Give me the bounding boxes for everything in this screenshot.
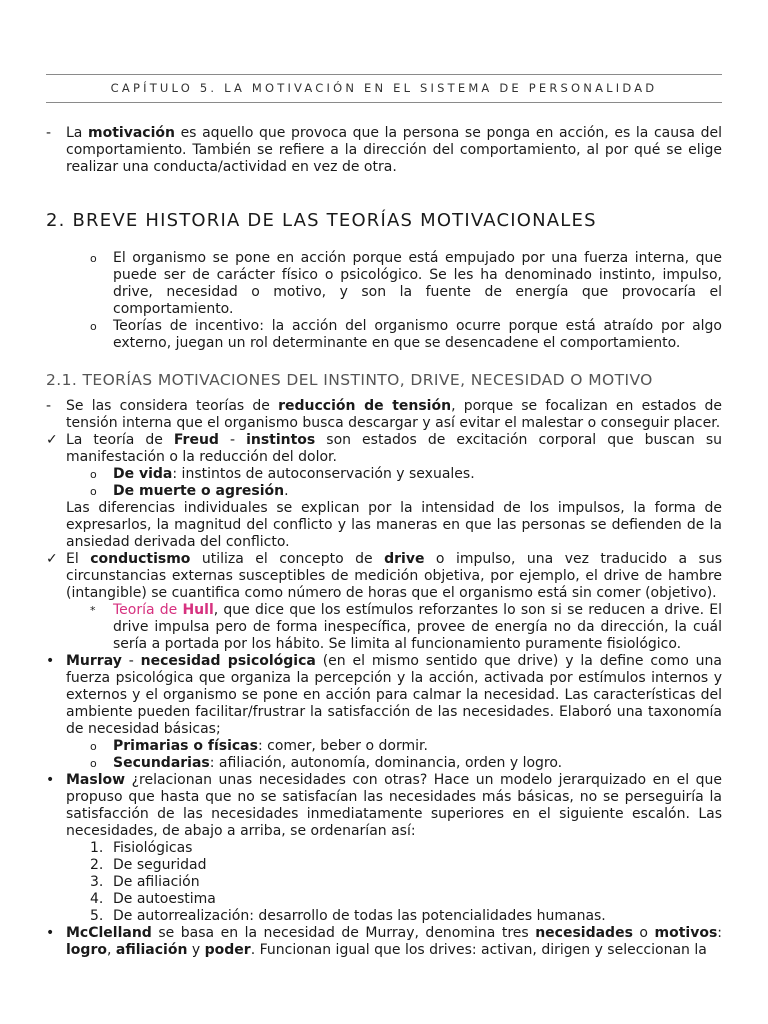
numbered-item <box>46 840 722 857</box>
document-page <box>46 74 722 959</box>
text: . <box>284 483 289 499</box>
text: . Funcionan igual que los drives: activan, dirigen y seleccionan la <box>250 942 707 958</box>
item-number: 4. <box>90 891 104 907</box>
maslow-item <box>46 772 722 840</box>
list-item <box>46 738 722 755</box>
murray-item <box>46 653 722 738</box>
header-rule-bottom <box>46 102 722 103</box>
numbered-item <box>46 908 722 925</box>
term: Maslow <box>66 772 126 788</box>
bullet-marker: • <box>46 653 55 669</box>
text: ¿relacionan unas necesidades con otras? Hace un modelo jerarquizado en el que propuso que hasta que no se satisfacían las necesidades más básicas, no se perseguiría la satisfacción de las necesidades inmediatamente superiores en el siguiente escalón. Las necesidades, de abajo a arriba, se ordenarían así: <box>66 772 722 839</box>
term: drive <box>384 551 425 567</box>
term: motivos <box>654 925 718 941</box>
term: Murray <box>66 653 122 669</box>
text: , porque se focalizan en estados de tensión interna que el organismo busca descargar y así evitar el malestar o conseguir placer. <box>66 398 722 431</box>
term: Primarias o físicas <box>113 738 258 754</box>
circle-marker: o <box>90 252 97 265</box>
text: : <box>717 925 722 941</box>
text: De autoestima <box>113 891 216 907</box>
mcclelland-item <box>46 925 722 959</box>
text: De autorrealización: desarrollo de todas las potencialidades humanas. <box>113 908 606 924</box>
diferencias-paragraph: Las diferencias individuales se explican por la intensidad de los impulsos, la forma de expresarlos, la magnitud del conflicto y las maneras en que las personas se defienden de la ansiedad derivada del conflicto. <box>66 500 722 550</box>
term: De vida <box>113 466 173 482</box>
circle-marker: o <box>90 320 97 333</box>
check-icon: ✓ <box>46 432 58 448</box>
text: Teorías de incentivo: la acción del organismo ocurre porque está atraído por algo externo, juegan un rol determinante en que se desencadene el comportamiento. <box>113 318 722 351</box>
item-number: 3. <box>90 874 104 890</box>
text: , <box>106 942 116 958</box>
check-icon: ✓ <box>46 551 58 567</box>
item-number: 5. <box>90 908 104 924</box>
text: o impulso, una vez traducido a sus circunstancias externas susceptibles de medición objetiva, por ejemplo, el drive de hambre (intangible) se cuantifica como número de horas que el organismo está sin comer (objetivo). <box>66 551 722 601</box>
text: Fisiológicas <box>113 840 193 856</box>
text: utiliza el concepto de <box>190 551 385 567</box>
text: son estados de excitación corporal que buscan su manifestación o la reducción del dolor. <box>66 432 723 465</box>
text: La <box>66 125 88 141</box>
text: El <box>66 551 91 567</box>
circle-marker: o <box>90 485 97 498</box>
list-item <box>46 466 722 483</box>
text: : comer, beber o dormir. <box>257 738 428 754</box>
term: conductismo <box>90 551 191 567</box>
freud-item <box>46 432 722 466</box>
list-item <box>46 755 722 772</box>
running-title: CAPÍTULO 5. LA MOTIVACIÓN EN EL SISTEMA DE PERSONALIDAD <box>110 81 658 95</box>
item-number: 1. <box>90 840 104 856</box>
tension-paragraph <box>46 398 722 432</box>
term: McClelland <box>66 925 152 941</box>
term: De muerte o agresión <box>113 483 285 499</box>
term-motivacion: motivación <box>88 125 175 141</box>
text: La teoría de <box>66 432 174 448</box>
circle-marker: o <box>90 757 97 770</box>
section-heading-2: 2. BREVE HISTORIA DE LAS TEORÍAS MOTIVACIONALES <box>46 210 597 231</box>
numbered-item <box>46 874 722 891</box>
text: Se las considera teorías de <box>66 398 279 414</box>
text: De seguridad <box>113 857 207 873</box>
conductismo-item <box>46 551 722 602</box>
text: : instintos de autoconservación y sexuales. <box>172 466 475 482</box>
hull-link-name: Hull <box>182 602 214 618</box>
bullet-marker: • <box>46 925 55 941</box>
hull-link-text: Teoría de <box>113 602 183 618</box>
intro-paragraph <box>46 125 722 176</box>
term: Secundarias <box>113 755 210 771</box>
list-item <box>46 483 722 500</box>
term: afiliación <box>115 942 188 958</box>
circle-marker: o <box>90 740 97 753</box>
text: - <box>121 653 141 669</box>
circle-marker: o <box>90 468 97 481</box>
term: logro <box>66 942 107 958</box>
item-number: 2. <box>90 857 104 873</box>
numbered-item <box>46 857 722 874</box>
text: y <box>187 942 205 958</box>
text: De afiliación <box>113 874 200 890</box>
term: instintos <box>246 432 316 448</box>
dash-marker: - <box>46 125 52 141</box>
term: necesidad psicológica <box>140 653 316 669</box>
term: necesidades <box>535 925 633 941</box>
numbered-item <box>46 891 722 908</box>
text: - <box>218 432 247 448</box>
section-heading-2-1: 2.1. TEORÍAS MOTIVACIONES DEL INSTINTO, DRIVE, NECESIDAD O MOTIVO <box>46 371 653 389</box>
text: El organismo se pone en acción porque está empujado por una fuerza interna, que puede ser de carácter físico o psicológico. Se les ha denominado instinto, impulso, drive, necesidad o motivo, y son la fuente de energía que provocaría el comportamiento. <box>113 250 722 317</box>
term: Freud <box>173 432 219 448</box>
dash-marker: - <box>46 398 52 414</box>
hull-item <box>46 602 722 653</box>
text: (en el mismo sentido que drive) y la define como una fuerza psicológica que organiza la percepción y la acción, activada por estímulos internos y externos y el organismo se pone en acción para calmar la necesidad. Las características del ambiente pueden facilitar/frustrar la satisfacción de las necesidades. Elaboró una taxonomía de necesidad básicas; <box>66 653 723 737</box>
star-marker: * <box>90 604 96 617</box>
text: es aquello que provoca que la persona se ponga en acción, es la causa del comportamiento. También se refiere a la dirección del comportamiento, al por qué se elige realizar una conducta/actividad en vez de otra. <box>66 125 722 175</box>
term: reducción de tensión <box>278 398 452 414</box>
text: , que dice que los estímulos reforzantes lo son si se reducen a drive. El drive impulsa pero de forma inespecífica, provee de energía no da dirección, la cuál sería a portada por los hábito. Se limita al funcionamiento puramente fisiológico. <box>113 602 722 652</box>
text: : afiliación, autonomía, dominancia, orden y logro. <box>209 755 563 771</box>
text: o <box>632 925 655 941</box>
list-item <box>46 318 722 352</box>
list-item <box>46 250 722 318</box>
bullet-marker: • <box>46 772 55 788</box>
text: se basa en la necesidad de Murray, denomina tres <box>151 925 536 941</box>
term: poder <box>204 942 251 958</box>
